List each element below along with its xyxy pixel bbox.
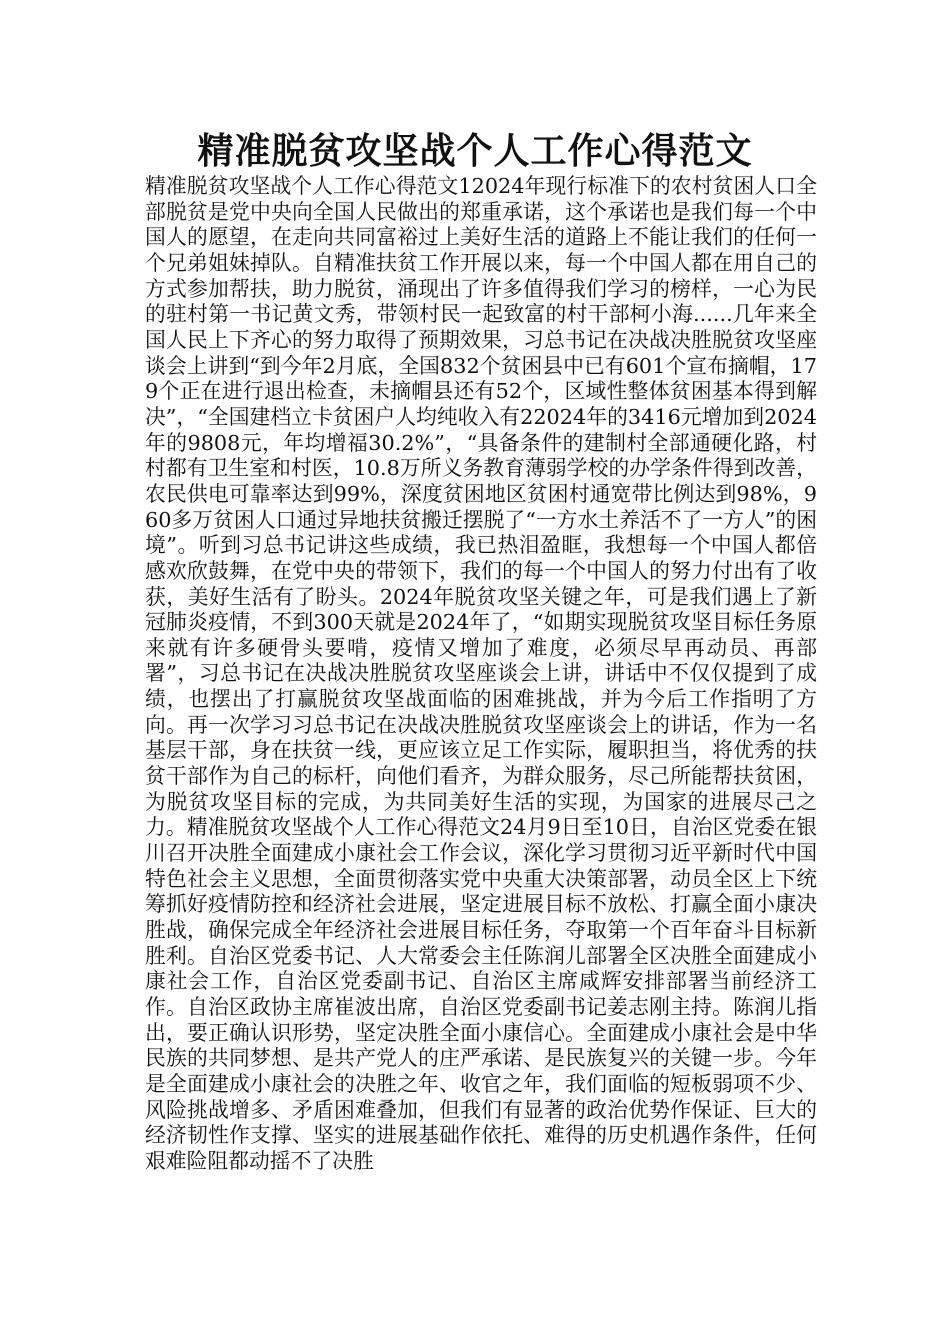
document-title: 精准脱贫攻坚战个人工作心得范文 (197, 131, 753, 172)
document-body-text: 精准脱贫攻坚战个人工作心得范文12024年现行标准下的农村贫困人口全部脱贫是党中央向全国人民做出的郑重承诺，这个承诺也是我们每一个中国人的愿望，在走向共同富裕过上美好生活的道路上不能让我们的任何一个兄弟姐妹掉队。自精准扶贫工作开展以来，每一个中国人都在用自己的方式参加帮扶，助力脱贫，涌现出了许多值得我们学习的榜样，一心为民的驻村第一书记黄文秀，带领村民一起致富的村干部柯小海......几年来全国人民上下齐心的努力取得了预期效果，习总书记在决战决胜脱贫攻坚座谈会上讲到“到今年2月底，全国832个贫困县中已有601个宣布摘帽，179个正在进行退出检查，未摘帽县还有52个，区域性整体贫困基本得到解决”，“全国建档立卡贫困户人均纯收入有22024年的3416元增加到2024年的9808元，年均增福30.2%”，“具备条件的建制村全部通硬化路，村村都有卫生室和村医，10.8万所义务教育薄弱学校的办学条件得到改善，农民供电可靠率达到99%，深度贫困地区贫困村通宽带比例达到98%，960多万贫困人口通过异地扶贫搬迁摆脱了“一方水土养活不了一方人”的困境”。听到习总书记讲这些成绩，我已热泪盈眶，我想每一个中国人都倍感欢欣鼓舞，在党中央的带领下，我们的每一个中国人的努力付出有了收获，美好生活有了盼头。2024年脱贫攻坚关键之年，可是我们遇上了新冠肺炎疫情，不到300天就是2024年了，“如期实现脱贫攻坚目标任务原来就有许多硬骨头要啃，疫情又增加了难度，必须尽早再动员、再部署”，习总书记在决战决胜脱贫攻坚座谈会上讲，讲话中不仅仅提到了成绩，也摆出了打赢脱贫攻坚战面临的困难挑战，并为今后工作指明了方向。再一次学习习总书记在决战决胜脱贫攻坚座谈会上的讲话，作为一名基层干部，身在扶贫一线，更应该立足工作实际，履职担当，将优秀的扶贫干部作为自己的标杆，向他们看齐，为群众服务，尽己所能帮扶贫困，为脱贫攻坚目标的完成，为共同美好生活的实现，为国家的进展尽己之力。精准脱贫攻坚战个人工作心得范文24月9日至10日，自治区党委在银川召开决胜全面建成小康社会工作会议，深化学习贯彻习近平新时代中国特色社会主义思想，全面贯彻落实党中央重大决策部署，动员全区上下统筹抓好疫情防控和经济社会进展，坚定进展目标不放松、打赢全面小康决胜战，确保完成全年经济社会进展目标任务，夺取第一个百年奋斗目标新胜利。自治区党委书记、人大常委会主任陈润儿部署全区决胜全面建成小康社会工作，自治区党委副书记、自治区主席咸辉安排部署当前经济工作。自治区政协主席崔波出席，自治区党委副书记姜志刚主持。陈润儿指出，要正确认识形势，坚定决胜全面小康信心。全面建成小康社会是中华民族的共同梦想、是共产党人的庄严承诺、是民族复兴的关键一步。今年是全面建成小康社会的决胜之年、收官之年，我们面临的短板弱项不少、风险挑战增多、矛盾困难叠加，但我们有显著的政治优势作保证、巨大的经济韧性作支撑、坚实的进展基础作依托、难得的历史机遇作条件，任何艰难险阻都动摇不了决胜 (145, 174, 817, 1173)
